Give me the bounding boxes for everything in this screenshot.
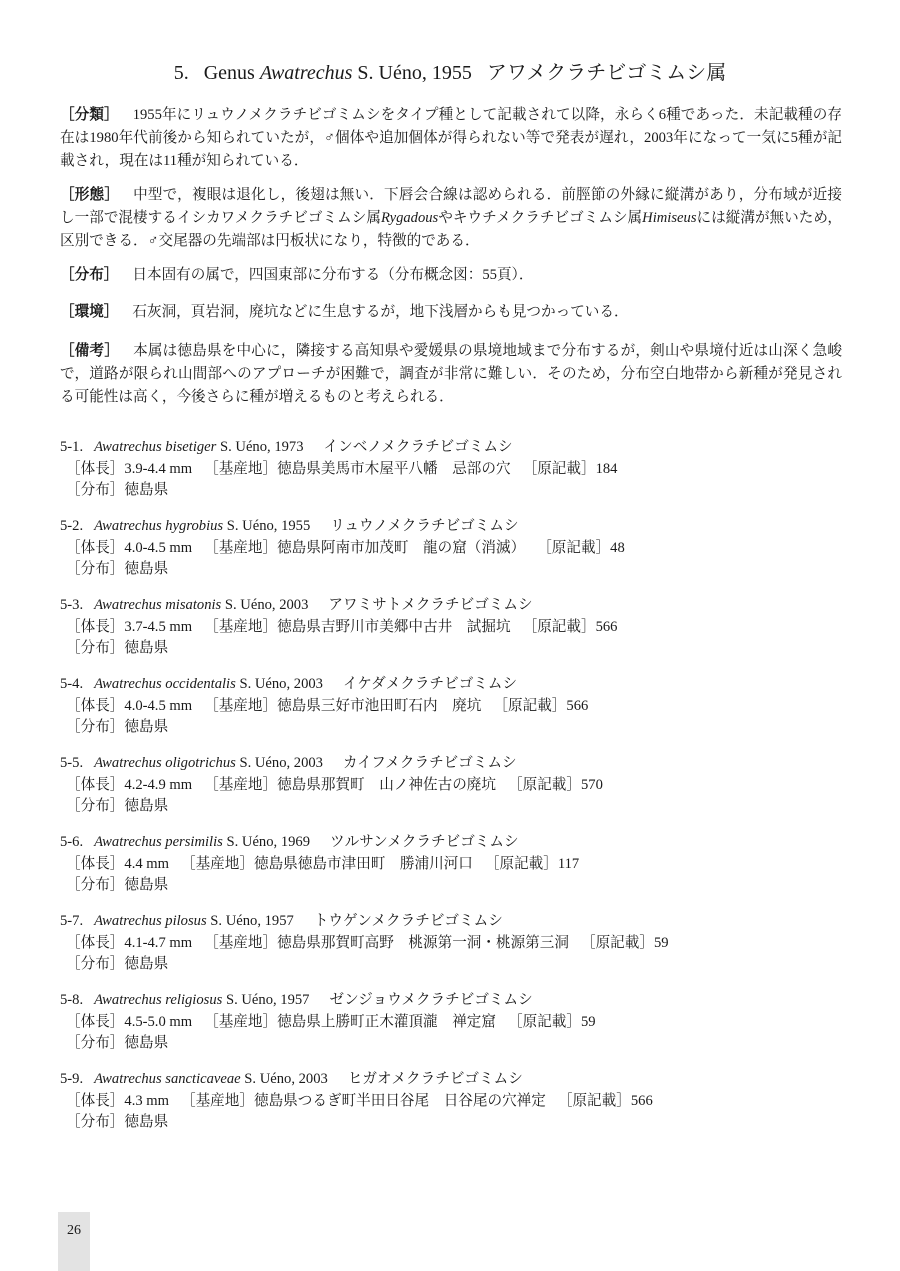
original-description-label: ［原記載］ — [508, 776, 581, 793]
page-number: 26 — [67, 1223, 81, 1238]
species-entry — [60, 595, 842, 660]
species-name: Awatrechus pilosus — [94, 913, 207, 929]
type-locality-label: ［基産地］ — [180, 855, 254, 872]
morphology-genus-2: Himiseus — [642, 209, 697, 226]
species-distribution-label: ［分布］ — [66, 719, 125, 735]
species-distribution-label: ［分布］ — [66, 561, 125, 577]
habitat-paragraph — [60, 301, 842, 324]
morphology-text-1: 中型で，複眼は退化し，後翅は無い．下唇会合線は認められる．前脛節の外縁に縦溝があり，分布域が近接し一部で混棲するイシカワメクラチビゴミムシ属 — [60, 187, 842, 226]
species-name: Awatrechus misatonis — [94, 597, 222, 613]
species-number: 5-9. — [60, 1071, 84, 1087]
type-locality-label: ［基産地］ — [204, 460, 278, 477]
title-number: 5. — [173, 62, 189, 84]
title-genus-name: Awatrechus — [259, 62, 353, 84]
habitat-label: ［環境］ — [60, 304, 119, 320]
species-distribution-label: ［分布］ — [66, 1035, 125, 1051]
body-length-label: ［体長］ — [66, 934, 125, 951]
morphology-paragraph — [60, 184, 842, 252]
species-number: 5-1. — [60, 439, 84, 455]
species-number: 5-5. — [60, 755, 84, 771]
type-locality-label: ［基産地］ — [204, 776, 278, 793]
species-distribution-value: 徳島県 — [124, 482, 169, 498]
species-distribution-label: ［分布］ — [66, 1114, 125, 1130]
original-description-label: ［原記載］ — [493, 697, 567, 714]
species-author: S. Uéno, 2003 — [239, 755, 323, 771]
classification-label: ［分類］ — [60, 107, 119, 123]
original-description-label: ［原記載］ — [484, 855, 558, 872]
body-length-value: 4.1-4.7 mm — [124, 934, 193, 951]
species-distribution-label: ［分布］ — [66, 956, 125, 972]
original-description-label: ［原記載］ — [557, 1092, 631, 1109]
species-number: 5-8. — [60, 992, 84, 1008]
type-locality-label: ［基産地］ — [180, 1092, 254, 1109]
classification-paragraph — [60, 104, 842, 172]
type-locality-value: 徳島県つるぎ町半田日谷尾 日谷尾の穴禅定 — [253, 1092, 546, 1109]
original-description-value: 566 — [630, 1092, 653, 1109]
species-name: Awatrechus oligotrichus — [94, 755, 236, 771]
original-description-value: 570 — [580, 776, 603, 793]
species-author: S. Uéno, 2003 — [244, 1071, 328, 1087]
species-distribution-value: 徳島県 — [124, 640, 169, 656]
species-entry — [60, 911, 842, 976]
species-number: 5-7. — [60, 913, 84, 929]
species-japanese-name: カイフメクラチビゴミムシ — [342, 755, 517, 771]
species-name: Awatrechus sancticaveae — [94, 1071, 241, 1087]
species-entry — [60, 516, 842, 581]
remarks-paragraph — [60, 340, 842, 408]
original-description-value: 59 — [653, 934, 669, 951]
species-japanese-name: トウゲンメクラチビゴミムシ — [313, 913, 503, 929]
original-description-value: 117 — [557, 855, 580, 872]
distribution-label: ［分布］ — [60, 267, 119, 283]
species-number: 5-6. — [60, 834, 84, 850]
original-description-value: 184 — [595, 460, 618, 477]
species-distribution-label: ［分布］ — [66, 482, 125, 498]
type-locality-value: 徳島県三好市池田町石内 廃坑 — [277, 697, 482, 714]
body-length-value: 4.0-4.5 mm — [124, 697, 193, 714]
morphology-text-3: には縦溝が無いため，区別できる．♂交尾器の先端部は円板状になり，特徴的である． — [60, 209, 842, 249]
remarks-label: ［備考］ — [60, 343, 120, 359]
species-distribution-label: ［分布］ — [66, 798, 125, 814]
species-distribution-value: 徳島県 — [124, 798, 169, 814]
species-author: S. Uéno, 1969 — [226, 834, 311, 850]
type-locality-value: 徳島県美馬市木屋平八幡 忌部の穴 — [277, 460, 511, 477]
page-number-tab — [58, 1212, 90, 1271]
morphology-genus-1: Rygadous — [380, 209, 439, 226]
species-entry — [60, 990, 842, 1055]
species-entry — [60, 832, 842, 897]
body-length-value: 3.7-4.5 mm — [124, 618, 193, 635]
title-genus-prefix: Genus — [203, 62, 255, 84]
body-length-label: ［体長］ — [66, 1092, 125, 1109]
species-number: 5-4. — [60, 676, 84, 692]
type-locality-label: ［基産地］ — [204, 618, 278, 635]
type-locality-label: ［基産地］ — [204, 539, 278, 556]
type-locality-value: 徳島県徳島市津田町 勝浦川河口 — [253, 855, 473, 872]
species-entry — [60, 674, 842, 739]
body-length-label: ［体長］ — [66, 1013, 125, 1030]
species-name: Awatrechus hygrobius — [94, 518, 224, 534]
body-length-label: ［体長］ — [66, 460, 125, 477]
classification-text: 1955年にリュウノメクラチビゴミムシをタイプ種として記載されて以降，永らく6種であった．未記載種の存在は1980年代前後から知られていたが，♂個体や追加個体が得られない等で発表が遅れ，2003年になって一気に5種が記載され，現在は11種が知られている． — [60, 107, 842, 169]
species-entry — [60, 437, 842, 502]
original-description-value: 566 — [566, 697, 589, 714]
remarks-text: 本属は徳島県を中心に，隣接する高知県や愛媛県の県境地域まで分布するが，剣山や県境付近は山深く急峻で，道路が限られ山間部へのアプローチが困難で，調査が非常に難しい．そのため，分布空白地帯から新種が発見される可能性は高く，今後さらに種が増えるものと考えられる． — [60, 343, 842, 405]
morphology-label: ［形態］ — [60, 187, 120, 203]
species-distribution-value: 徳島県 — [124, 1114, 169, 1130]
original-description-label: ［原記載］ — [580, 934, 654, 951]
title-author: S. Uéno, 1955 — [357, 62, 472, 84]
species-distribution-label: ［分布］ — [66, 640, 125, 656]
species-number: 5-3. — [60, 597, 84, 613]
body-length-label: ［体長］ — [66, 618, 125, 635]
type-locality-value: 徳島県那賀町高野 桃源第一洞・桃源第三洞 — [277, 934, 569, 951]
species-entry — [60, 1069, 842, 1134]
original-description-value: 566 — [595, 618, 618, 635]
species-entry — [60, 753, 842, 818]
species-author: S. Uéno, 1957 — [210, 913, 294, 929]
distribution-paragraph — [60, 264, 842, 287]
species-number: 5-2. — [60, 518, 84, 534]
species-japanese-name: アワミサトメクラチビゴミムシ — [328, 597, 533, 613]
species-name: Awatrechus religiosus — [94, 992, 223, 1008]
species-name: Awatrechus bisetiger — [94, 439, 217, 455]
species-author: S. Uéno, 2003 — [239, 676, 323, 692]
body-length-label: ［体長］ — [66, 697, 125, 714]
type-locality-value: 徳島県吉野川市美郷中古井 試掘坑 — [277, 618, 511, 635]
species-distribution-value: 徳島県 — [124, 1035, 169, 1051]
type-locality-label: ［基産地］ — [204, 1013, 278, 1030]
original-description-label: ［原記載］ — [537, 539, 611, 556]
species-japanese-name: ゼンジョウメクラチビゴミムシ — [329, 992, 533, 1008]
species-name: Awatrechus persimilis — [94, 834, 223, 850]
species-japanese-name: ヒガオメクラチビゴミムシ — [347, 1071, 523, 1087]
body-length-value: 4.4 mm — [124, 855, 169, 872]
distribution-text: 日本固有の属で，四国東部に分布する（分布概念図：55頁）． — [132, 267, 534, 283]
species-distribution-value: 徳島県 — [124, 719, 169, 735]
body-length-value: 4.3 mm — [124, 1092, 169, 1109]
type-locality-value: 徳島県那賀町 山ノ神佐古の廃坑 — [277, 776, 496, 793]
species-japanese-name: イケダメクラチビゴミムシ — [342, 676, 518, 692]
body-length-value: 4.0-4.5 mm — [124, 539, 193, 556]
species-distribution-value: 徳島県 — [124, 561, 169, 577]
species-author: S. Uéno, 1955 — [226, 518, 311, 534]
page-title — [0, 58, 900, 88]
species-japanese-name: インベノメクラチビゴミムシ — [323, 439, 513, 455]
original-description-label: ［原記載］ — [522, 460, 596, 477]
original-description-label: ［原記載］ — [508, 1013, 581, 1030]
type-locality-label: ［基産地］ — [204, 697, 278, 714]
original-description-value: 48 — [610, 539, 625, 556]
original-description-label: ［原記載］ — [522, 618, 596, 635]
body-length-label: ［体長］ — [66, 855, 125, 872]
body-length-value: 3.9-4.4 mm — [124, 460, 193, 477]
type-locality-value: 徳島県阿南市加茂町 龍の窟（消滅） — [277, 539, 526, 556]
species-japanese-name: リュウノメクラチビゴミムシ — [330, 518, 519, 534]
body-length-value: 4.2-4.9 mm — [124, 776, 193, 793]
species-distribution-label: ［分布］ — [66, 877, 125, 893]
body-length-value: 4.5-5.0 mm — [124, 1013, 193, 1030]
original-description-value: 59 — [580, 1013, 596, 1030]
type-locality-label: ［基産地］ — [204, 934, 278, 951]
species-distribution-value: 徳島県 — [124, 877, 169, 893]
type-locality-value: 徳島県上勝町正木灌頂瀧 禅定窟 — [277, 1013, 496, 1030]
species-author: S. Uéno, 2003 — [224, 597, 309, 613]
species-author: S. Uéno, 1957 — [225, 992, 310, 1008]
habitat-text: 石灰洞，頁岩洞，廃坑などに生息するが，地下浅層からも見つかっている． — [132, 304, 629, 320]
morphology-text-2: やキウチメクラチビゴミムシ属 — [438, 209, 643, 226]
body-length-label: ［体長］ — [66, 776, 125, 793]
species-name: Awatrechus occidentalis — [94, 676, 236, 692]
body-length-label: ［体長］ — [66, 539, 125, 556]
species-author: S. Uéno, 1973 — [220, 439, 304, 455]
species-distribution-value: 徳島県 — [124, 956, 169, 972]
title-japanese: アワメクラチビゴミムシ属 — [486, 62, 727, 84]
species-japanese-name: ツルサンメクラチビゴミムシ — [330, 834, 519, 850]
